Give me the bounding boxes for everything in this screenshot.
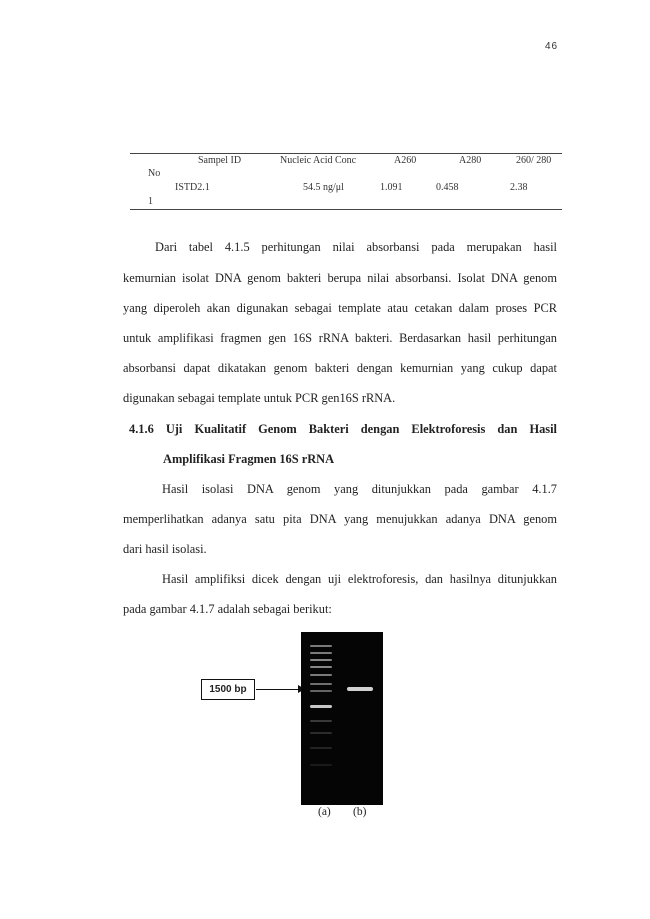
header-sample-id: Sampel ID [198,155,242,166]
marker-label-box: 1500 bp [201,679,255,700]
lane-b-label: (b) [353,806,367,818]
paragraph3-line2: pada gambar 4.1.7 adalah sebagai berikut: [123,602,332,616]
section-heading-line2: Amplifikasi Fragmen 16S rRNA [163,452,335,466]
ladder-band [310,666,332,668]
header-conc: Nucleic Acid Conc [280,155,357,166]
row1-a260: 1.091 [380,182,403,193]
paragraph2-line3: dari hasil isolasi. [123,542,207,556]
header-a280: A280 [459,155,482,166]
paragraph1-line6: digunakan sebagai template untuk PCR gen16S rRNA. [123,391,396,405]
header-no: No [148,168,161,179]
row1-sample-id: ISTD2.1 [175,182,210,193]
gel-image [301,632,383,805]
ladder-band [310,732,332,734]
header-ratio: 260/ 280 [516,155,552,166]
ladder-band [310,652,332,654]
ladder-band [310,690,332,692]
table-top-rule [130,153,562,154]
paragraph1-line3: yang diperoleh akan digunakan sebagai template atau cetakan dalam proses PCR [123,301,557,315]
page-number: 46 [545,41,559,52]
ladder-band [310,764,332,766]
row1-no: 1 [148,196,153,207]
paragraph1-line2: kemurnian isolat DNA genom bakteri berupa nilai absorbansi. Isolat DNA genom [123,271,557,285]
paragraph1-line1: Dari tabel 4.1.5 perhitungan nilai absorbansi pada merupakan hasil [155,240,557,254]
table-bottom-rule [130,209,562,210]
sample-band [347,687,373,691]
ladder-band [310,747,332,749]
row1-conc: 54.5 ng/μl [303,182,344,193]
section-heading-line1: 4.1.6 Uji Kualitatif Genom Bakteri dengan Elektroforesis dan Hasil [129,422,557,436]
ladder-band-bright [310,705,332,708]
paragraph3-line1: Hasil amplifiksi dicek dengan uji elektroforesis, dan hasilnya ditunjukkan [162,572,557,586]
ladder-band [310,720,332,722]
ladder-band [310,674,332,676]
paragraph2-line1: Hasil isolasi DNA genom yang ditunjukkan pada gambar 4.1.7 [162,482,557,496]
paragraph1-line4: untuk amplifikasi fragmen gen 16S rRNA bakteri. Berdasarkan hasil perhitungan [123,331,557,345]
lane-a-label: (a) [318,806,331,818]
ladder-band [310,659,332,661]
paragraph1-line5: absorbansi dapat dikatakan genom bakteri dengan kemurnian yang cukup dapat [123,361,557,375]
row1-a280: 0.458 [436,182,459,193]
paragraph2-line2: memperlihatkan adanya satu pita DNA yang menujukkan adanya DNA genom [123,512,557,526]
ladder-band [310,683,332,685]
absorbance-table [130,153,562,210]
header-a260: A260 [394,155,417,166]
row1-ratio: 2.38 [510,182,528,193]
ladder-band [310,645,332,647]
marker-arrow [256,689,298,690]
